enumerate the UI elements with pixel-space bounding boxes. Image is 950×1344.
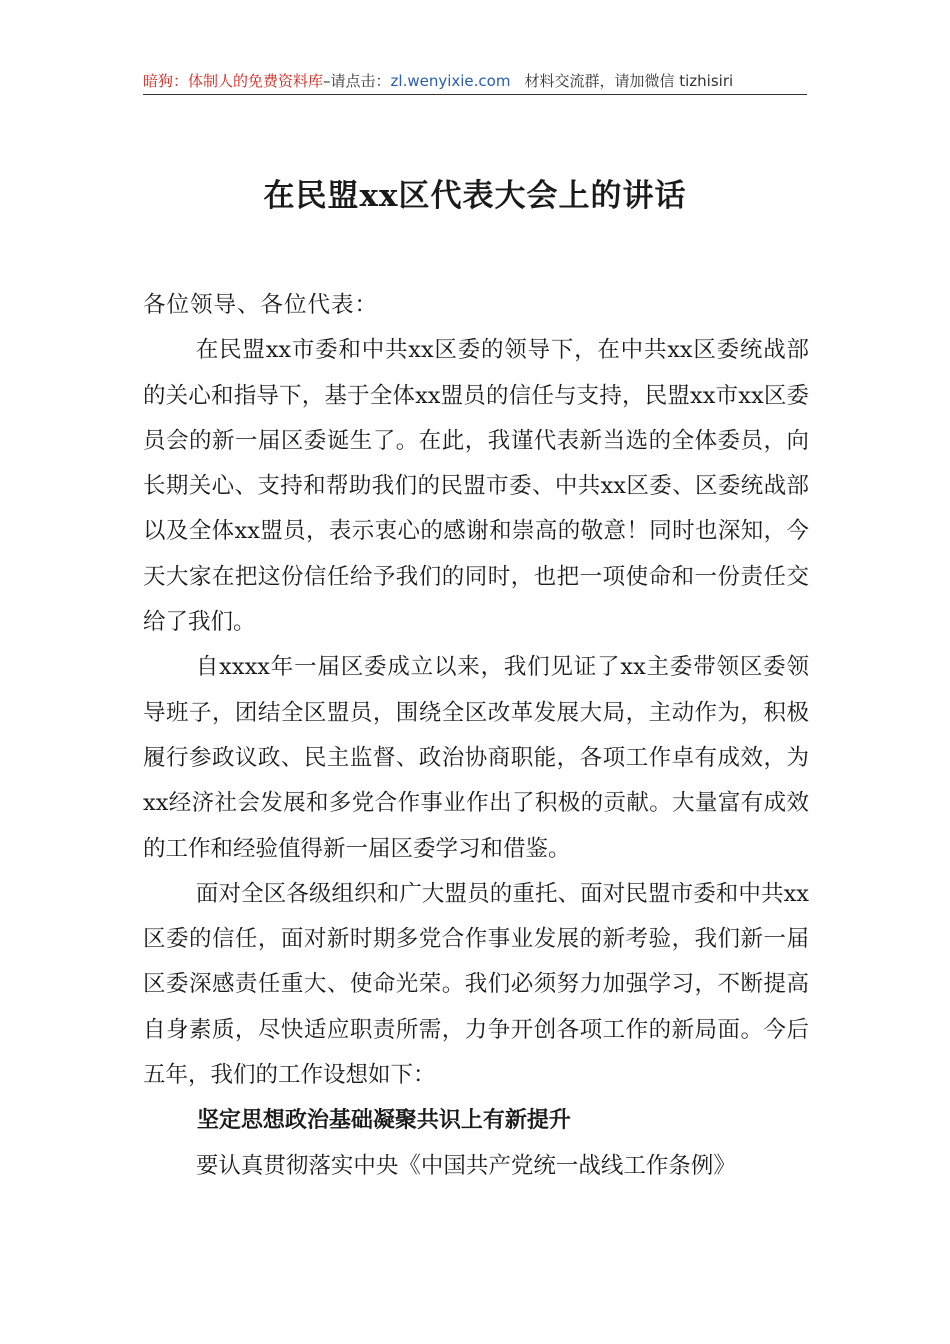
header-click-prompt: –请点击： bbox=[323, 72, 391, 90]
salutation: 各位领导、各位代表： bbox=[143, 292, 379, 318]
document-title: 在民盟xx区代表大会上的讲话 bbox=[263, 178, 687, 214]
section-heading: 坚定思想政治基础凝聚共识上有新提升 bbox=[196, 1108, 571, 1134]
header-url-link[interactable]: zl.wenyixie.com bbox=[390, 72, 511, 90]
header-site-name: 暗狗：体制人的免费资料库 bbox=[143, 72, 324, 90]
paragraph-3: 面对全区各级组织和广大盟员的重托、面对民盟市委和中共xx区委的信任，面对新时期多党合作事业发展的新考验，我们新一届区委深感责任重大、使命光荣。我们必须努力加强学习，不断提高自身素质，尽快适应职责所需，力争开创各项工作的新局面。今后五年，我们的工作设想如下： bbox=[143, 880, 809, 1089]
document-body bbox=[143, 283, 809, 1189]
page-header bbox=[143, 68, 807, 95]
paragraph-2: 自xxxx年一届区委成立以来，我们见证了xx主委带领区委领导班子，团结全区盟员，围绕全区改革发展大局，主动作为，积极履行参政议政、民主监督、政治协商职能，各项工作卓有成效，为xx经济社会发展和多党合作事业作出了积极的贡献。大量富有成效的工作和经验值得新一届区委学习和借鉴。 bbox=[143, 654, 809, 862]
header-group-note: 材料交流群，请加微信 tizhisiri bbox=[524, 72, 734, 90]
paragraph-4: 要认真贯彻落实中央《中国共产党统一战线工作条例》 bbox=[195, 1152, 736, 1179]
paragraph-1: 在民盟xx市委和中共xx区委的领导下，在中共xx区委统战部的关心和指导下，基于全体xx盟员的信任与支持，民盟xx市xx区委员会的新一届区委诞生了。在此，我谨代表新当选的全体委员，向长期关心、支持和帮助我们的民盟市委、中共xx区委、区委统战部以及全体xx盟员，表示衷心的感谢和崇高的敬意！同时也深知，今天大家在把这份信任给予我们的同时，也把一项使命和一份责任交给了我们。 bbox=[143, 337, 809, 636]
